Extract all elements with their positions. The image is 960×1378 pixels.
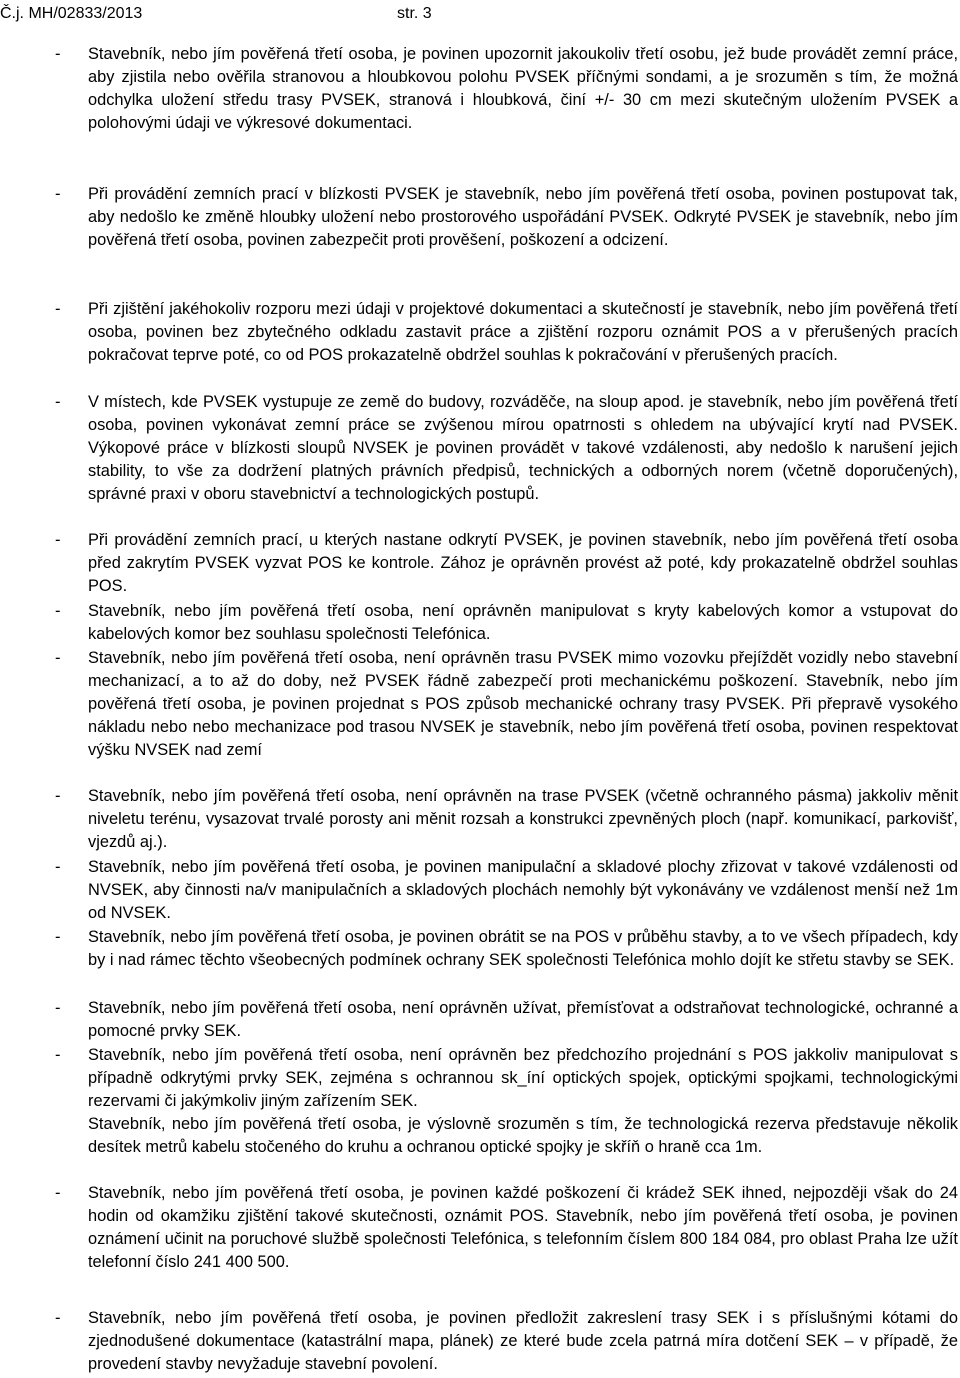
list-item <box>55 856 958 926</box>
list-item-text: Při provádění zemních prací v blízkosti PVSEK je stavebník, nebo jím pověřená třetí osoba, povinen postupovat tak, aby nedošlo ke změně hloubky uložení nebo prostorového uspořádání PVSEK. Odkryté PVSEK je stavebník, nebo jím pověřená třetí osoba, povinen zabezpečit proti prověšení, poškození a odcizení. <box>88 185 958 250</box>
list-dash: - <box>55 999 61 1017</box>
list-dash: - <box>55 787 61 805</box>
list-item-text: Stavebník, nebo jím pověřená třetí osoba, je povinen předložit zakreslení trasy SEK i s příslušnými kótami do zjednodušené dokumentace (katastrální mapa, plánek) ze které bude zcela patrná míra dotčení SEK – v případě, že provedení stavby nevyžaduje stavební povolení. <box>88 1309 958 1374</box>
list-dash: - <box>55 858 61 876</box>
list-item <box>55 183 958 298</box>
list-item <box>55 1044 958 1182</box>
list-dash: - <box>55 602 61 620</box>
list-item <box>55 43 958 183</box>
list-dash: - <box>55 1184 61 1202</box>
list-item-text: Stavebník, nebo jím pověřená třetí osoba, není oprávněn užívat, přemísťovat a odstraňovat technologické, ochranné a pomocné prvky SEK. <box>88 999 958 1041</box>
list-item-text: Stavebník, nebo jím pověřená třetí osoba, není oprávněn na trase PVSEK (včetně ochranného pásma) jakkoliv měnit niveletu terénu, vysazovat trvalé porosty ani měnit rozsah a konstrukci zpevněných ploch (např. komunikací, parkovišť, vjezdů aj.). <box>88 787 958 852</box>
list-item <box>55 391 958 529</box>
list-dash: - <box>55 928 61 946</box>
list-dash: - <box>55 531 61 549</box>
list-item-text: Při provádění zemních prací, u kterých nastane odkrytí PVSEK, je povinen stavebník, nebo jím pověřená třetí osoba před zakrytím PVSEK vyzvat POS ke kontrole. Zához je oprávněn provést až poté, kdy prokazatelně obdržel souhlas POS. <box>88 531 958 596</box>
list-item <box>55 529 958 600</box>
list-item <box>55 785 958 856</box>
list-dash: - <box>55 649 61 667</box>
list-dash: - <box>55 1309 61 1327</box>
list-dash: - <box>55 185 61 203</box>
list-item-text: Stavebník, nebo jím pověřená třetí osoba, je povinen každé poškození či krádež SEK ihned, nejpozději však do 24 hodin od okamžiku zjištění takové skutečnosti, oznámit POS. Stavebník, nebo jím pověřená třetí osoba, je povinen oznámení učinit na poruchové službě společnosti Telefónica, s telefonním číslem 800 184 084, pro oblast Praha lze užít telefonní číslo 241 400 500. <box>88 1184 958 1272</box>
document-body <box>55 43 958 1378</box>
list-item-text: Stavebník, nebo jím pověřená třetí osoba, není oprávněn trasu PVSEK mimo vozovku přejíždět vozidly nebo stavební mechanizací, a to až do doby, než PVSEK řádně zabezpečí proti mechanickému poškození. Stavebník, nebo jím pověřená třetí osoba, je povinen projednat s POS způsob mechanické ochrany trasy PVSEK. Při přepravě vysokého nákladu nebo nebo mechanizace pod trasou NVSEK je stavebník, nebo jím pověřená třetí osoba, povinen respektovat výšku NVSEK nad zemí <box>88 649 958 760</box>
list-item <box>55 298 958 391</box>
list-dash: - <box>55 393 61 411</box>
list-item-text: V místech, kde PVSEK vystupuje ze země do budovy, rozváděče, na sloup apod. je stavebník, nebo jím pověřená třetí osoba, povinen vykonávat zemní práce se zvýšenou mírou opatrnosti s ohledem na ubývající krytí nad PVSEK. Výkopové práce v blízkosti sloupů NVSEK je povinen provádět v takové vzdálenosti, aby nedošlo k narušení jejich stability, to vše za dodržení platných právních předpisů, technických a odborných norem (včetně doporučených), správné praxi v oboru stavebnictví a technologických postupů. <box>88 393 958 504</box>
list-dash: - <box>55 300 61 318</box>
list-item <box>55 1182 958 1307</box>
list-item-text: Stavebník, nebo jím pověřená třetí osoba, je povinen obrátit se na POS v průběhu stavby, a to ve všech případech, kdy by i nad rámec těchto všeobecných podmínek ochrany SEK společnosti Telefónica mohlo dojít ke střetu stavby se SEK. <box>88 928 958 970</box>
list-item-text: Při zjištění jakéhokoliv rozporu mezi údaji v projektové dokumentaci a skutečností je stavebník, nebo jím pověřená třetí osoba, povinen bez zbytečného odkladu zastavit práce a zjištění rozporu oznámit POS a v přerušených pracích pokračovat teprve poté, co od POS prokazatelně obdržel souhlas k pokračování v přerušených pracích. <box>88 300 958 365</box>
list-item <box>55 600 958 647</box>
list-dash: - <box>55 1046 61 1064</box>
document-reference-number: Č.j. MH/02833/2013 <box>0 5 143 22</box>
list-item <box>55 997 958 1044</box>
page-number: str. 3 <box>397 5 432 22</box>
list-item <box>55 1307 958 1378</box>
list-item-text: Stavebník, nebo jím pověřená třetí osoba, je povinen manipulační a skladové plochy zřizovat v takové vzdálenosti od NVSEK, aby činnosti na/v manipulačních a skladových plochách nemohly být vykonávány ve vzdálenost menší než 1m od NVSEK. <box>88 858 958 923</box>
list-item-text: Stavebník, nebo jím pověřená třetí osoba, je povinen upozornit jakoukoliv třetí osobu, jež bude provádět zemní práce, aby zjistila nebo ověřila stranovou a hloubkovou polohu PVSEK příčnými sondami, a je srozuměn s tím, že možná odchylka uložení středu trasy PVSEK, stranová i hloubková, činí +/- 30 cm mezi skutečným uložením PVSEK a polohovými údaji ve výkresové dokumentaci. <box>88 45 958 133</box>
list-item-text: Stavebník, nebo jím pověřená třetí osoba, není oprávněn manipulovat s kryty kabelových komor a vstupovat do kabelových komor bez souhlasu společnosti Telefónica. <box>88 602 958 644</box>
list-item-text: Stavebník, nebo jím pověřená třetí osoba, není oprávněn bez předchozího projednání s POS jakkoliv manipulovat s případně odkrytými prvky SEK, zejména s ochrannou sk_íní optických spojek, optickými spojkami, technologickými rezervami či jakýmkoliv jiným zařízením SEK. Stavebník, nebo jím pověřená třetí osoba, je výslovně srozuměn s tím, že technologická rezerva představuje několik desítek metrů kabelu stočeného do kruhu a ochranou optické spojky je skříň o hraně cca 1m. <box>88 1046 958 1157</box>
list-dash: - <box>55 45 61 63</box>
list-item <box>55 647 958 785</box>
list-item <box>55 926 958 997</box>
